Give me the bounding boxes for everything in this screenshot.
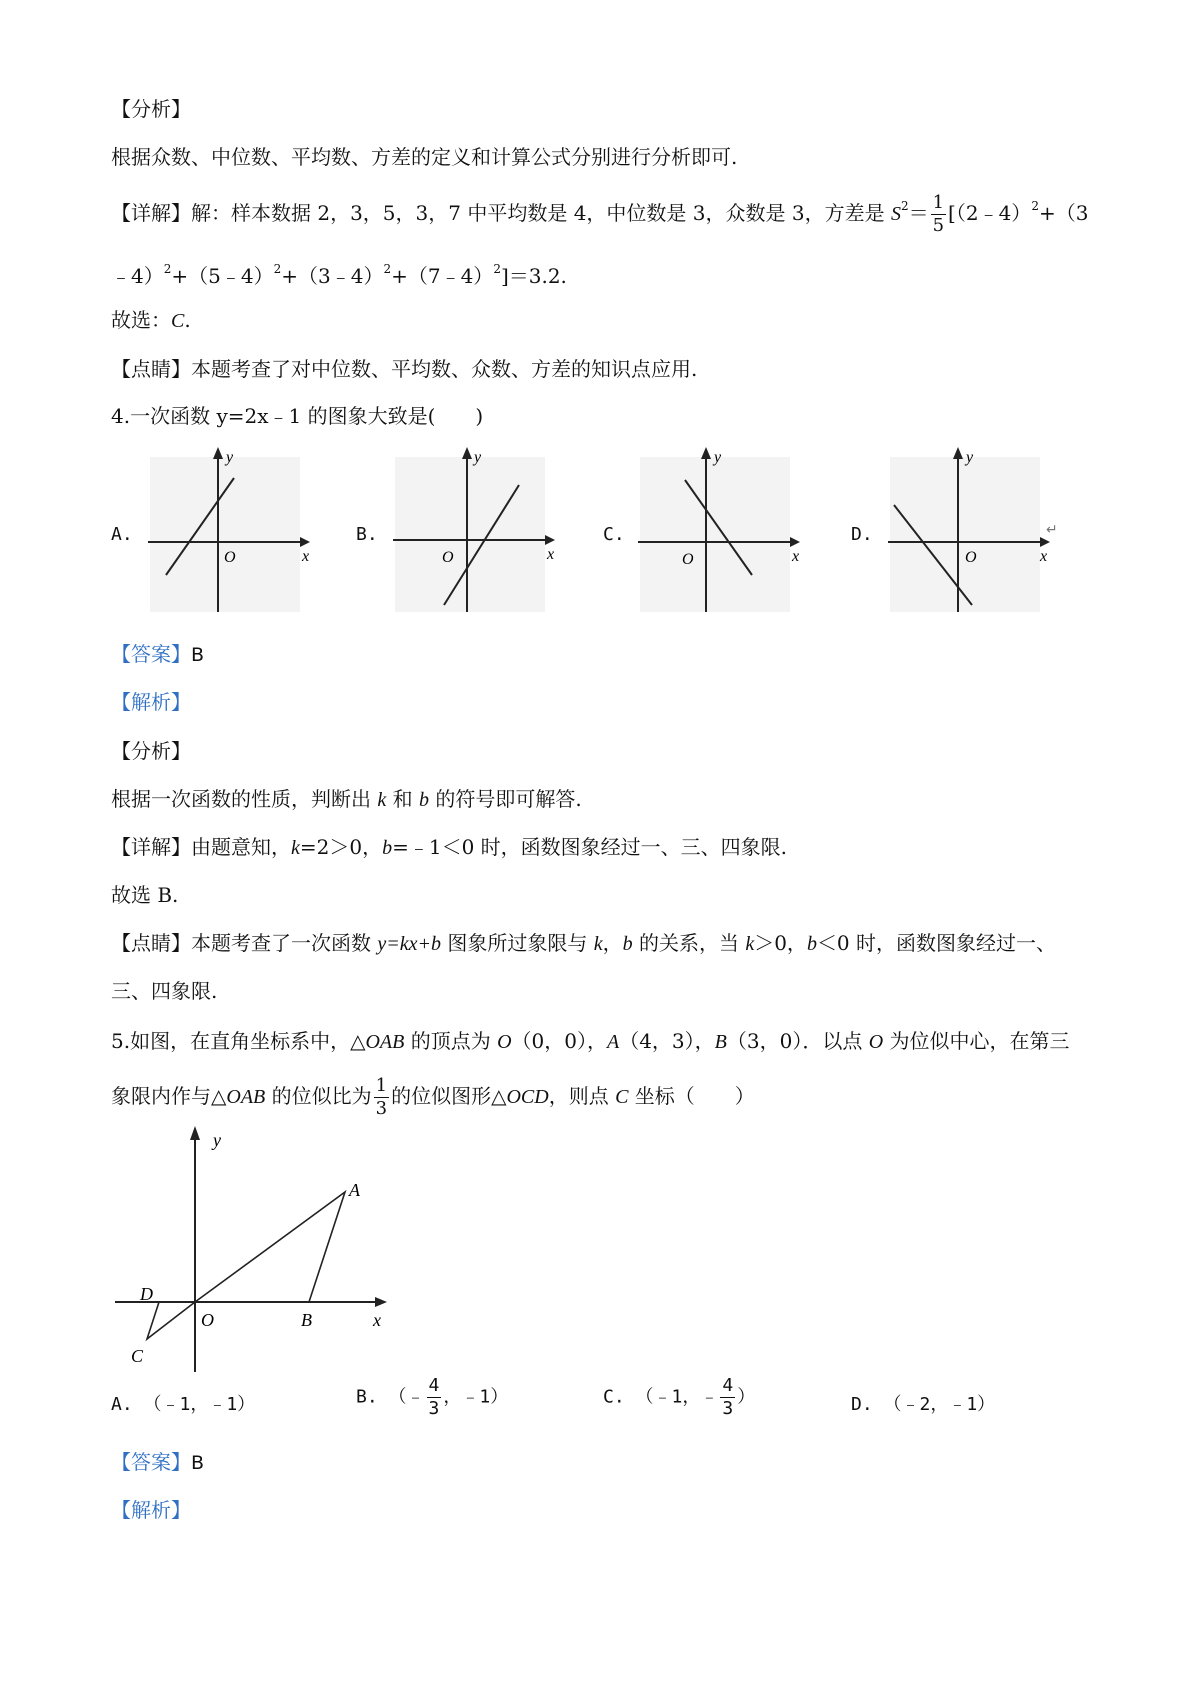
q3-term: +（5﹣4） [171,264,274,288]
x-axis-arrow-icon [375,1297,387,1307]
text: （4，3）， [619,1029,715,1053]
fraction-denominator: 5 [932,215,945,236]
text: ， [602,931,623,955]
triangle-oab-shape [195,1192,345,1302]
text: 和 [386,787,419,811]
x-axis-label: x [1040,548,1048,565]
y-axis-arrow-icon [953,447,963,459]
fraction-numerator: 1 [375,1075,388,1096]
origin-label: O [682,551,694,568]
graph-background [150,457,300,612]
text: ＞0， [754,931,807,955]
x-axis-arrow-icon [300,537,310,547]
answer-value: B [191,644,205,666]
q5-option-c [603,1375,755,1420]
point-b: B [714,1031,727,1053]
text: 为位似中心，在第三 [883,1029,1070,1053]
choose-letter: C [171,310,185,332]
text: 的符号即可解答. [428,787,582,811]
x-axis-label: x [302,548,310,565]
origin-label: O [965,549,977,566]
fraction-four-thirds [427,1375,442,1420]
q4-analysis-heading: 【分析】 [111,739,191,763]
var-b: b [806,933,817,955]
triangle-ocd-shape [147,1302,195,1339]
square-exponent: 2 [273,262,282,276]
q4-option-b-label: B. [356,524,378,545]
text: =﹣1＜0 时，函数图象经过一、三、四象限. [392,835,788,859]
q4-graph-d [880,445,1050,615]
text: 坐标（ ） [628,1084,755,1108]
text: 的位似图形△ [391,1084,507,1108]
q3-analysis-text: 根据众数、中位数、平均数、方差的定义和计算公式分别进行分析即可. [111,145,738,169]
q4-analysis-text [111,785,582,814]
x-axis-arrow-icon [1040,537,1050,547]
fraction-denominator: 3 [428,1398,440,1419]
square-exponent: 2 [1031,199,1039,213]
point-o: O [497,1031,512,1053]
text: ） [737,1386,756,1408]
q5-option-a: A. （﹣1，﹣1） [111,1394,256,1415]
y-axis-arrow-icon [190,1126,200,1140]
fraction-denominator: 3 [375,1098,388,1119]
point-a-label: A [349,1180,360,1200]
var-k: k [593,933,603,955]
point-b-label: B [301,1310,312,1330]
q3-detail-line1 [111,192,1088,237]
point-o: O [868,1031,884,1053]
paragraph-mark-icon: ↵ [1046,522,1058,538]
x-axis-label: x [792,548,800,565]
q4-answer [111,640,204,669]
square-exponent: 2 [493,262,501,276]
text: ，﹣1） [443,1386,509,1408]
q4-stem: 4.一次函数 y=2x﹣1 的图象大致是( ) [111,404,484,428]
q4-detail [111,833,787,862]
origin-label: O [201,1310,214,1330]
q3-term: [（2﹣4） [948,201,1032,225]
q5-option-d: D. （﹣2，﹣1） [851,1394,996,1415]
q5-stem-line2 [111,1075,755,1120]
choose-label: 故选： [111,308,171,332]
y-axis-label: y [474,449,482,466]
square-exponent: 2 [900,199,909,213]
text: C. （﹣1，﹣ [603,1386,719,1408]
q4-remark-line2: 三、四象限. [111,979,218,1003]
fraction-denominator: 3 [722,1398,734,1419]
text: B. （﹣ [356,1386,425,1408]
equals-sign: ＝ [908,201,929,225]
text: 【详解】由题意知， [111,835,291,859]
q4-remark-line1 [111,929,1056,958]
square-exponent: 2 [163,262,172,276]
square-exponent: 2 [383,262,392,276]
text: 根据一次函数的性质，判断出 [111,787,378,811]
q3-term: ﹣4） [111,264,164,288]
q3-term: ]＝3.2. [500,264,567,288]
y-axis-arrow-icon [213,447,223,459]
text: 的顶点为 [404,1029,498,1053]
x-axis-label: x [547,546,555,563]
point-d-label: D [140,1284,153,1304]
graph-background [890,457,1040,612]
q4-option-a-label: A. [111,524,133,545]
text: 的关系，当 [632,931,746,955]
q5-analysis-tag: 【解析】 [111,1498,191,1522]
q5-option-b [356,1375,508,1420]
fraction-one-fifth [931,192,946,237]
graph-background [395,457,545,612]
fraction-numerator: 4 [722,1375,734,1396]
linear-function: y=kx+b [377,933,441,955]
x-axis-arrow-icon [790,537,800,547]
q3-remark: 【点睛】本题考查了对中位数、平均数、众数、方差的知识点应用. [111,357,698,381]
fraction-four-thirds [720,1375,735,1420]
x-axis-arrow-icon [545,535,555,545]
q4-graph-b [385,445,555,615]
choose-end: . [184,308,191,332]
fraction-one-third [374,1075,389,1120]
fraction-numerator: 1 [932,192,945,213]
answer-tag: 【答案】 [111,642,191,666]
text: 象限内作与△ [111,1084,227,1108]
text: 的位似比为 [265,1084,372,1108]
point-c-label: C [131,1346,144,1366]
q3-term: +（3 [1038,201,1089,225]
q3-choose [111,306,191,335]
y-axis-label: y [966,449,974,466]
var-k: k [291,837,300,859]
var-k: k [745,933,755,955]
q4-graph-c [630,445,800,615]
y-axis-arrow-icon [701,447,711,459]
y-axis-arrow-icon [462,447,472,459]
point-c: C [615,1086,629,1108]
q4-graph-a [140,445,310,615]
y-axis-label: y [226,449,234,466]
q3-analysis-heading: 【分析】 [111,97,191,121]
q3-detail-line2 [111,262,567,293]
point-a: A [606,1031,620,1053]
text: =2＞0， [299,835,383,859]
q4-choose: 故选 B. [111,883,179,907]
var-b: b [382,837,393,859]
text: （0，0）， [511,1029,607,1053]
q5-figure [105,1120,405,1380]
text: ，则点 [548,1084,616,1108]
var-k: k [377,789,387,811]
text: 图象所过象限与 [440,931,594,955]
text: （3，0）．以点 [726,1029,869,1053]
q4-analysis-tag: 【解析】 [111,690,191,714]
q3-term: +（7﹣4） [391,264,494,288]
text: 5.如图，在直角坐标系中，△ [111,1029,366,1053]
triangle-ocd: OCD [506,1086,549,1108]
q5-answer [111,1448,204,1477]
var-b: b [418,789,429,811]
y-axis-label: y [213,1130,221,1150]
graph-background [640,457,790,612]
triangle-oab: OAB [226,1086,266,1108]
q4-option-c-label: C. [603,524,625,545]
y-axis-label: y [714,449,722,466]
text: 【点睛】本题考查了一次函数 [111,931,378,955]
answer-value: B [191,1452,205,1474]
var-b: b [622,933,633,955]
q4-option-d-label: D. [851,524,873,545]
text: ＜0 时，函数图象经过一、 [816,931,1057,955]
q3-term: +（3﹣4） [281,264,384,288]
variance-symbol: S [890,203,901,225]
origin-label: O [442,549,454,566]
answer-tag: 【答案】 [111,1450,191,1474]
x-axis-label: x [373,1310,381,1330]
fraction-numerator: 4 [428,1375,440,1396]
triangle-oab: OAB [365,1031,405,1053]
q5-stem-line1 [111,1027,1070,1056]
q3-detail-text: 【详解】解：样本数据 2，3，5，3，7 中平均数是 4，中位数是 3，众数是 3，方差是 [111,201,891,225]
origin-label: O [224,549,236,566]
